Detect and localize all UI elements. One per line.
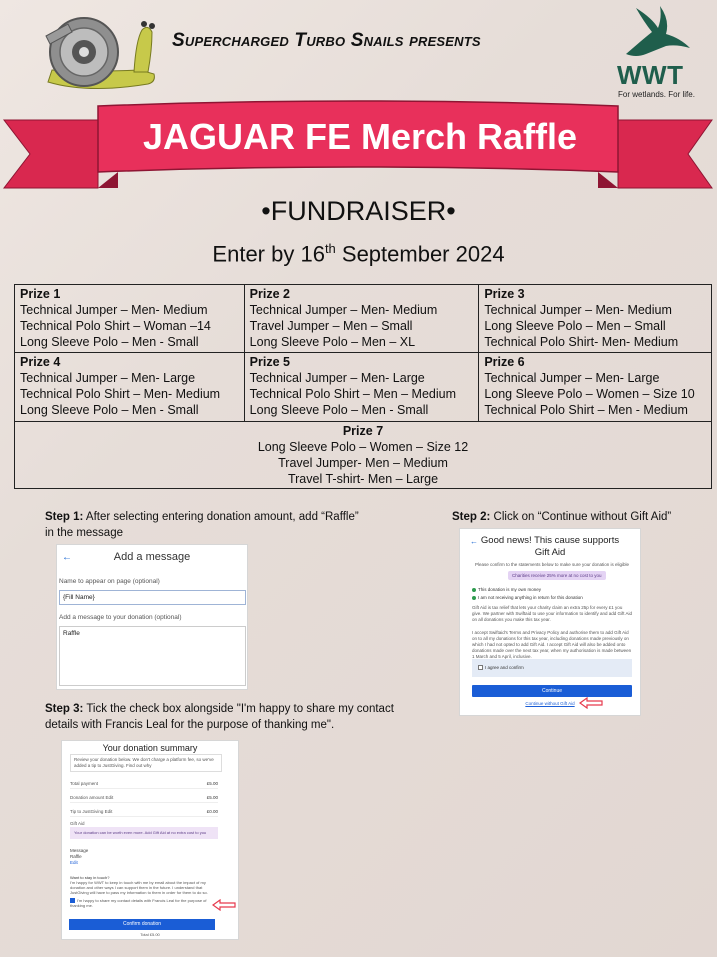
- step-2-text: [452, 509, 712, 525]
- prize-item: Long Sleeve Polo – Men – Small: [484, 319, 666, 333]
- prize-item: Long Sleeve Polo – Men - Small: [20, 335, 199, 349]
- step-2-body: Click on “Continue without Gift Aid”: [490, 511, 672, 523]
- prize-item: Long Sleeve Polo – Women – Size 10: [484, 387, 695, 401]
- step-1-text: [45, 509, 365, 541]
- name-input[interactable]: {Fill Name}: [59, 590, 246, 605]
- prize-title: Prize 1: [20, 287, 61, 301]
- eligibility-check-2: [472, 595, 583, 600]
- gift-aid-intro: Please confirm to the statements below to make sure your donation is eligible: [474, 562, 630, 567]
- prize-title: Prize 5: [249, 355, 290, 369]
- prize-item: Long Sleeve Polo – Men – XL: [249, 335, 416, 349]
- prize-table: [14, 284, 712, 489]
- prize-cell-6: [479, 353, 712, 422]
- message-block: [70, 848, 88, 866]
- pointer-arrow-icon: [579, 697, 603, 709]
- prize-item: Technical Jumper – Men- Medium: [484, 303, 672, 317]
- summary-row-label: Total payment: [70, 781, 99, 786]
- eligibility-check-1: [472, 587, 541, 592]
- gift-aid-label: Gift Aid: [70, 821, 85, 826]
- name-label: Name to appear on page (optional): [59, 578, 160, 585]
- checkbox-icon[interactable]: [478, 665, 483, 670]
- agree-checkbox-row[interactable]: [472, 659, 632, 677]
- fundraiser-heading: •FUNDRAISER•: [261, 196, 456, 226]
- prize-item: Technical Polo Shirt – Woman –14: [20, 319, 211, 333]
- deadline-text: [0, 241, 717, 267]
- summary-row-label: Tip to JustGiving Edit: [70, 809, 113, 814]
- gift-aid-pill: Charities receive 25% more at no cost to you: [508, 571, 606, 580]
- donation-summary-title: Your donation summary: [102, 743, 198, 753]
- prize-title: Prize 7: [342, 424, 384, 438]
- prize-item: Long Sleeve Polo – Men - Small: [249, 403, 429, 417]
- message-textarea[interactable]: Raffle: [59, 626, 246, 686]
- check-2-text: I am not receiving anything in return for this donation: [478, 595, 583, 600]
- prize-item: Travel Jumper – Men – Small: [249, 319, 413, 333]
- back-arrow-icon[interactable]: ←: [470, 537, 478, 546]
- summary-info-box: Review your donation below. We don't charge a platform fee, so we've added a tip to JustGiving. Find out why: [70, 754, 222, 772]
- prize-cell-5: [244, 353, 479, 422]
- message-edit-link[interactable]: Edit: [70, 860, 78, 865]
- message-label: Add a message to your donation (optional): [59, 614, 182, 621]
- summary-row-value: £5.00: [206, 795, 218, 800]
- check-circle-icon: [472, 588, 476, 592]
- gift-aid-para-1: Gift Aid is tax relief that lets your charity claim an extra 25p for every £1 you give. We partner with Swiftaid to use your information to identify and add Gift Aid on all donations you make this tax year.: [472, 605, 633, 622]
- prize-item: Technical Jumper – Men- Medium: [20, 303, 208, 317]
- gift-aid-title: Good news! This cause supports Gift Aid: [480, 535, 620, 558]
- step-1-body: After selecting entering donation amount, add “Raffle” in the message: [45, 511, 359, 539]
- step-3-body: Tick the check box alongside "I'm happy to share my contact details with Francis Leal for the purpose of thanking me".: [45, 703, 394, 731]
- wwt-tagline: For wetlands. For life.: [618, 90, 695, 99]
- prize-item: Technical Jumper – Men- Medium: [249, 303, 438, 317]
- step-3-label: Step 3:: [45, 703, 84, 715]
- gift-aid-screenshot: [459, 528, 641, 716]
- total-amount: Total £5.00: [140, 932, 160, 937]
- add-message-screenshot: [56, 544, 248, 690]
- prize-cell-3: [479, 285, 712, 353]
- prize-item: Technical Jumper – Men- Large: [20, 371, 196, 385]
- message-label: Message: [70, 848, 89, 853]
- message-value: Raffle: [70, 854, 82, 859]
- prize-item: Technical Polo Shirt – Men – Medium: [249, 387, 457, 401]
- deadline-before: Enter by 16: [212, 241, 325, 267]
- step-1-label: Step 1:: [45, 511, 84, 523]
- prize-title: Prize 6: [484, 355, 525, 369]
- summary-row: [70, 781, 218, 789]
- gift-aid-para-2: I accept Swiftaid's Terms and Privacy Policy and authorise them to add Gift Aid on to all my donations for this tax year, including donations made previously on which I had not opted to add Gift Aid. I accept Gift Aid will also be added onto donations made over the next tax year, when my authorisation is made between 1 March and 5 April, inclusive.: [472, 630, 632, 659]
- presents-heading: Supercharged Turbo Snails presents: [172, 30, 481, 51]
- check-1-text: This donation is my own money: [478, 587, 542, 592]
- summary-row: [70, 795, 218, 803]
- prize-item: Technical Polo Shirt – Men- Medium: [20, 387, 221, 401]
- prize-item: Technical Polo Shirt – Men - Medium: [484, 403, 688, 417]
- prize-cell-4: [15, 353, 245, 422]
- prize-item: Technical Polo Shirt- Men- Medium: [484, 335, 679, 349]
- agree-text: I agree and confirm: [485, 665, 524, 670]
- prize-title: Prize 4: [20, 355, 61, 369]
- continue-button[interactable]: Continue: [472, 685, 632, 697]
- add-message-title: Add a message: [113, 551, 191, 563]
- snail-turbo-logo: [28, 10, 158, 94]
- prize-item: Travel Jumper- Men – Medium: [278, 456, 448, 470]
- back-arrow-icon[interactable]: ←: [62, 552, 72, 563]
- prize-title: Prize 2: [249, 287, 290, 301]
- contact-consent: [70, 875, 220, 908]
- raffle-title: JAGUAR FE Merch Raffle: [142, 116, 578, 157]
- prize-item: Long Sleeve Polo – Men - Small: [20, 403, 199, 417]
- prize-cell-7: [15, 422, 712, 489]
- summary-row-value: £0.00: [206, 809, 218, 814]
- step-3-text: [45, 701, 425, 733]
- summary-row: [70, 809, 218, 817]
- prize-cell-2: [244, 285, 479, 353]
- summary-row-value: £5.00: [206, 781, 218, 786]
- pointer-arrow-icon: [212, 899, 236, 911]
- prize-item: Technical Jumper – Men- Large: [484, 371, 660, 385]
- prize-item: Technical Jumper – Men- Large: [249, 371, 425, 385]
- confirm-donation-button[interactable]: Confirm donation: [69, 919, 215, 930]
- deadline-suffix: th: [324, 241, 336, 256]
- crane-bird-icon: [622, 4, 692, 60]
- deadline-after: September 2024: [335, 241, 505, 267]
- wwt-logo-text: WWT: [617, 60, 684, 90]
- prize-item: Travel T-shirt- Men – Large: [287, 472, 439, 486]
- prize-item: Long Sleeve Polo – Women – Size 12: [257, 440, 469, 454]
- step-2-label: Step 2:: [452, 511, 491, 523]
- prize-title: Prize 3: [484, 287, 525, 301]
- check-circle-icon: [472, 596, 476, 600]
- share-details-checkbox[interactable]: [70, 898, 220, 908]
- continue-without-gift-aid-link[interactable]: Continue without Gift Aid: [525, 701, 575, 706]
- prize-cell-1: [15, 285, 245, 353]
- gift-aid-offer[interactable]: Your donation can be worth even more. Add Gift Aid at no extra cost to you: [70, 827, 218, 839]
- summary-row-label: Donation amount Edit: [70, 795, 114, 800]
- share-details-text: I'm happy to share my contact details with Francis Leal for the purpose of thanking me.: [70, 898, 207, 909]
- stay-in-touch-heading: Want to stay in touch?: [70, 875, 110, 880]
- stay-in-touch-text: I'm happy for WWT to keep in touch with me by email about the impact of my donation and other ways I can support them in the future. I understand that JustGiving will have to pass my information to them in order for them to do so.: [70, 880, 208, 895]
